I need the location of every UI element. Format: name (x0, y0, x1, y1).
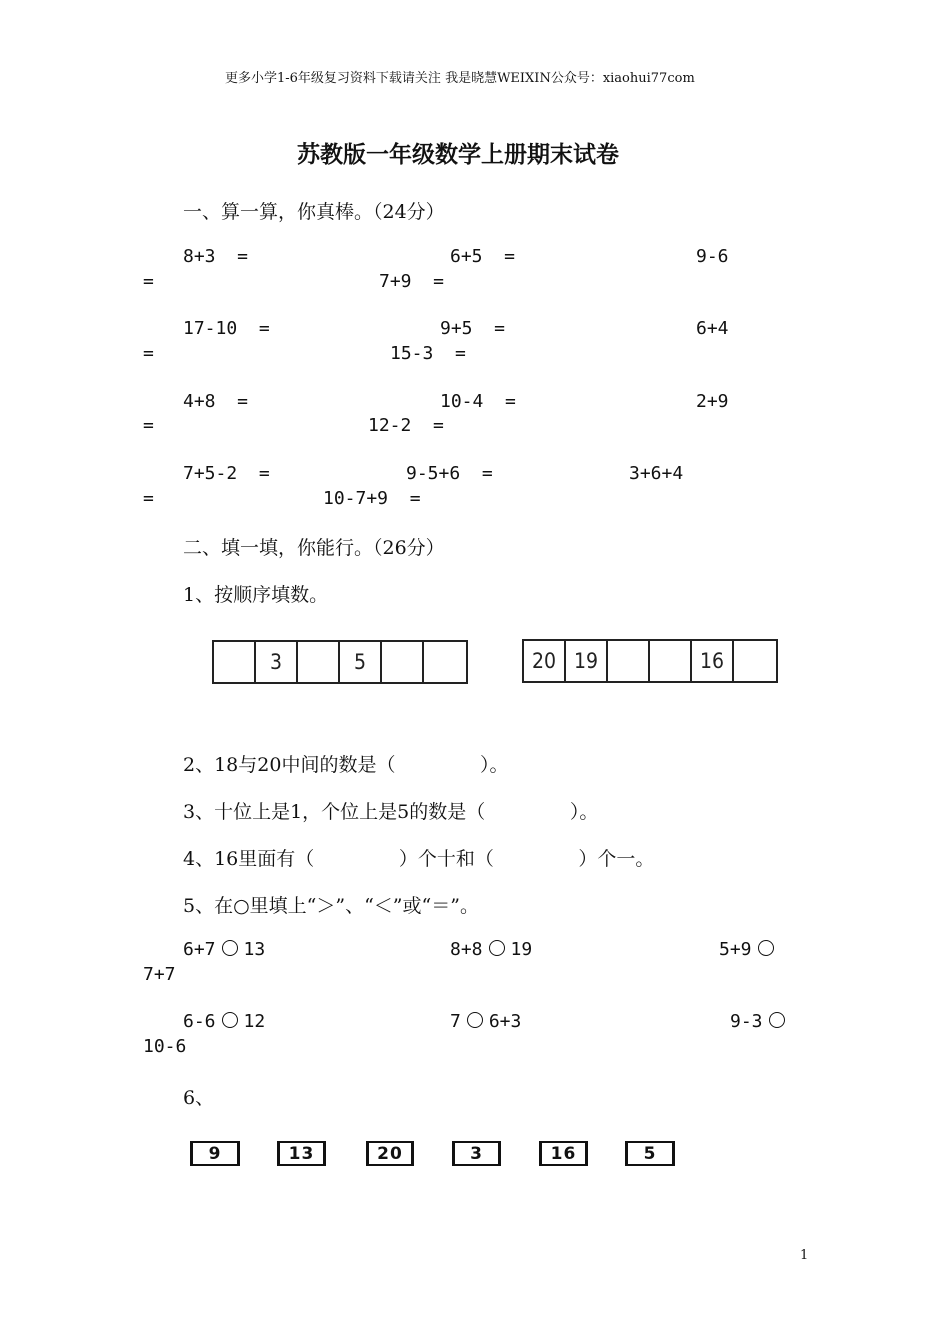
section-2-heading: 二、填一填，你能行。（26分） (183, 537, 445, 559)
compare-left: 8+8 (450, 939, 483, 960)
strip-cell: 16 (692, 641, 734, 681)
compare-right: 19 (510, 939, 533, 960)
page-title: 苏教版一年级数学上册期末试卷 (297, 141, 619, 168)
circle-blank-icon[interactable] (222, 1012, 238, 1028)
circle-blank-icon[interactable] (758, 940, 774, 956)
calc-item: 3+6+4 (629, 463, 684, 484)
strip-cell[interactable] (650, 641, 692, 681)
strip-cell[interactable] (424, 642, 466, 682)
page-number: 1 (800, 1248, 809, 1263)
question-1: 1、按顺序填数。 (183, 584, 329, 606)
calc-item: 6+4 (696, 318, 729, 339)
strip-cell[interactable] (298, 642, 340, 682)
strip-cell: 5 (340, 642, 382, 682)
number-card: 20 (366, 1141, 414, 1166)
number-strip-ascending (212, 640, 468, 684)
question-4: 4、16里面有（ ）个十和（ ）个一。 (183, 848, 655, 870)
circle-blank-icon[interactable] (222, 940, 238, 956)
calc-item: = (143, 271, 154, 292)
number-card: 13 (277, 1141, 326, 1166)
calc-item: = (143, 415, 154, 436)
calc-item: 4+8 = (183, 391, 249, 412)
strip-cell[interactable] (734, 641, 776, 681)
number-card: 5 (625, 1141, 675, 1166)
compare-left: 6+7 (183, 939, 216, 960)
number-card: 3 (452, 1141, 501, 1166)
strip-cell: 19 (566, 641, 608, 681)
circle-blank-icon[interactable] (489, 940, 505, 956)
calc-item: 17-10 = (183, 318, 270, 339)
calc-item: 6+5 = (450, 246, 516, 267)
calc-item: 7+5-2 = (183, 463, 270, 484)
compare-item (719, 939, 780, 960)
calc-item: = (143, 343, 154, 364)
strip-cell[interactable] (382, 642, 424, 682)
compare-right: 12 (243, 1011, 266, 1032)
compare-left: 5+9 (719, 939, 752, 960)
number-card: 16 (539, 1141, 588, 1166)
compare-right: 7+7 (143, 964, 176, 985)
number-card: 9 (190, 1141, 240, 1166)
circle-blank-icon[interactable] (467, 1012, 483, 1028)
calc-item: 7+9 = (379, 271, 445, 292)
compare-right: 10-6 (143, 1036, 187, 1057)
calc-item: = (143, 488, 154, 509)
compare-right: 6+3 (488, 1011, 522, 1032)
compare-item (450, 939, 532, 960)
compare-left: 6-6 (183, 1011, 216, 1032)
question-6: 6、 (183, 1087, 215, 1109)
compare-left: 7 (450, 1011, 461, 1032)
compare-item (450, 1011, 521, 1032)
calc-item: 10-7+9 = (323, 488, 421, 509)
question-2: 2、18与20中间的数是（ ）。 (183, 754, 509, 776)
section-1-heading: 一、算一算，你真棒。（24分） (183, 201, 445, 223)
compare-item (730, 1011, 791, 1032)
strip-cell: 3 (256, 642, 298, 682)
strip-cell[interactable] (608, 641, 650, 681)
number-strip-descending (522, 639, 778, 683)
compare-item (183, 1011, 265, 1032)
question-5: 5、在○里填上“＞”、“＜”或“＝”。 (183, 895, 479, 917)
calc-item: 2+9 (696, 391, 729, 412)
compare-left: 9-3 (730, 1011, 763, 1032)
calc-item: 9-5+6 = (406, 463, 493, 484)
calc-item: 8+3 = (183, 246, 249, 267)
page-header: 更多小学1-6年级复习资料下载请关注 我是晓慧WEIXIN公众号：xiaohui77com (225, 71, 695, 86)
strip-cell: 20 (524, 641, 566, 681)
calc-item: 10-4 = (440, 391, 516, 412)
calc-item: 9+5 = (440, 318, 506, 339)
calc-item: 12-2 = (368, 415, 444, 436)
circle-blank-icon[interactable] (769, 1012, 785, 1028)
calc-item: 15-3 = (390, 343, 466, 364)
question-3: 3、十位上是1，个位上是5的数是（ ）。 (183, 801, 599, 823)
calc-item: 9-6 (696, 246, 729, 267)
compare-right: 13 (243, 939, 266, 960)
strip-cell[interactable] (214, 642, 256, 682)
compare-item (183, 939, 265, 960)
